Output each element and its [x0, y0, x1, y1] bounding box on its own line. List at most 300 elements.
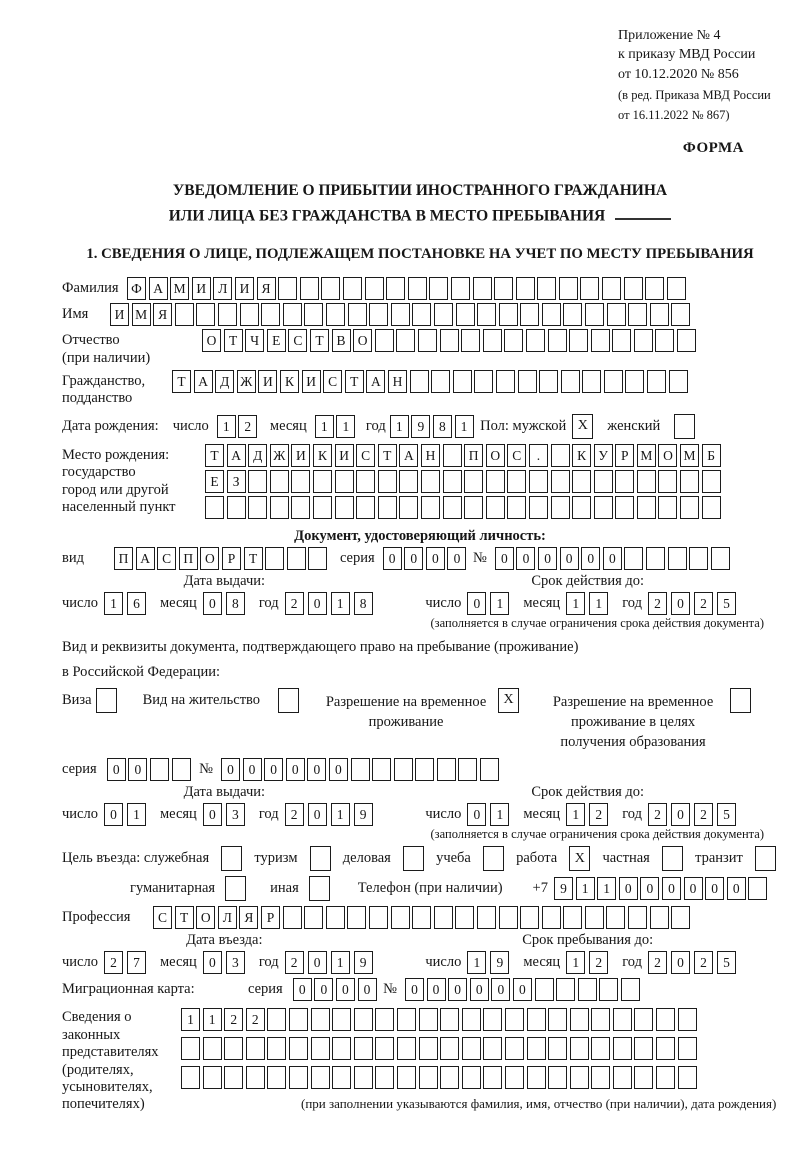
char-cell [646, 547, 665, 570]
citizenship-label [62, 370, 172, 408]
char-cell [625, 370, 644, 393]
char-cell: 0 [308, 951, 327, 974]
char-cell: Д [248, 444, 267, 467]
legal-label-line1: Сведения о [62, 1009, 132, 1026]
issue-date-label: Дата выдачи: [183, 784, 266, 801]
char-cell: 0 [128, 758, 147, 781]
char-cell [570, 1008, 589, 1031]
char-cell [267, 1037, 286, 1060]
char-cell [283, 906, 302, 929]
char-cell [240, 303, 259, 326]
char-cell [621, 978, 640, 1001]
char-cell: 1 [331, 803, 350, 826]
char-cell [455, 906, 474, 929]
char-cell: 1 [217, 415, 236, 438]
char-cell: А [366, 370, 385, 393]
name-row [62, 303, 778, 326]
char-cell: 0 [264, 758, 283, 781]
patronymic-cells [202, 329, 699, 352]
doc-issue-day-cells [104, 592, 150, 615]
char-cell [529, 470, 548, 493]
permit-series-cells [107, 758, 193, 781]
char-cell: 8 [433, 415, 452, 438]
stay-month-cells [566, 951, 612, 974]
char-cell: 5 [717, 951, 736, 974]
char-cell [248, 496, 267, 519]
char-cell [308, 547, 327, 570]
temp-residence-checkbox: X [498, 688, 519, 713]
doc-valid-line [425, 592, 750, 615]
char-cell: Р [222, 547, 241, 570]
char-cell [461, 329, 480, 352]
humanitarian-checkbox [225, 876, 246, 901]
profession-label: Профессия [62, 909, 131, 926]
legal-label-line6: попечителях) [62, 1096, 145, 1113]
permit-valid-line [425, 803, 750, 826]
char-cell [289, 1008, 308, 1031]
identity-doc-heading: Документ, удостоверяющий личность: [294, 527, 546, 544]
char-cell [291, 470, 310, 493]
char-cell: 8 [354, 592, 373, 615]
char-cell [658, 470, 677, 493]
char-cell [434, 906, 453, 929]
tourism-label: туризм [254, 850, 298, 867]
entry-date-label: Дата въезда: [186, 932, 263, 949]
char-cell [399, 496, 418, 519]
surname-cells [127, 277, 688, 300]
birth-year-cells [390, 415, 476, 438]
permit-valid-note: (заполняется в случае ограничения срока действия документа) [430, 827, 764, 842]
char-cell [278, 277, 297, 300]
char-cell: О [353, 329, 372, 352]
char-cell: 1 [127, 803, 146, 826]
char-cell: Д [215, 370, 234, 393]
char-cell: 6 [127, 592, 146, 615]
tourism-checkbox [310, 846, 331, 871]
char-cell [518, 370, 537, 393]
char-cell [304, 906, 323, 929]
char-cell [261, 303, 280, 326]
residence-permit-checkbox [278, 688, 299, 713]
stay-until-group [425, 932, 750, 974]
entry-dates [62, 932, 778, 974]
char-cell [594, 470, 613, 493]
char-cell [599, 978, 618, 1001]
char-cell [224, 1066, 243, 1089]
char-cell: 0 [538, 547, 557, 570]
char-cell [678, 1008, 697, 1031]
char-cell: И [192, 277, 211, 300]
char-cell [386, 277, 405, 300]
permit-type-row [62, 688, 778, 753]
char-cell: 0 [491, 978, 510, 1001]
char-cell [591, 1037, 610, 1060]
legal-cells-row1 [181, 1008, 776, 1031]
char-cell: 9 [354, 951, 373, 974]
char-cell: Н [388, 370, 407, 393]
char-cell [354, 1037, 373, 1060]
char-cell: 2 [694, 592, 713, 615]
char-cell [559, 277, 578, 300]
char-cell [332, 1066, 351, 1089]
birthplace-label [62, 444, 205, 517]
patronymic-label-line2: (при наличии) [62, 349, 151, 366]
char-cell [561, 370, 580, 393]
char-cell [365, 277, 384, 300]
char-cell: 1 [315, 415, 334, 438]
work-label: работа [516, 850, 558, 867]
humanitarian-label: гуманитарная [130, 880, 216, 897]
char-cell: А [149, 277, 168, 300]
char-cell [656, 1037, 675, 1060]
char-cell: 3 [226, 951, 245, 974]
char-cell [548, 1037, 567, 1060]
char-cell: З [227, 470, 246, 493]
char-cell [203, 1066, 222, 1089]
permit-issue-group [62, 784, 387, 826]
char-cell [440, 1037, 459, 1060]
char-cell [570, 1066, 589, 1089]
year-label: год [258, 806, 279, 823]
year-label: год [622, 594, 642, 611]
birth-day-cells [217, 415, 260, 438]
char-cell [634, 1008, 653, 1031]
doc-issue-year-cells [285, 592, 377, 615]
char-cell [399, 470, 418, 493]
legal-label-line5: усыновителях, [62, 1078, 153, 1095]
char-cell [473, 277, 492, 300]
appendix-line: Приложение № 4 [618, 28, 721, 43]
char-cell: 0 [516, 547, 535, 570]
day-label: число [172, 417, 209, 434]
char-cell [480, 758, 499, 781]
month-label: месяц [523, 954, 561, 971]
doc-valid-group [425, 573, 750, 615]
char-cell [634, 1066, 653, 1089]
char-cell: 1 [331, 951, 350, 974]
char-cell [569, 329, 588, 352]
char-cell: К [313, 444, 332, 467]
legal-cells [181, 1006, 776, 1112]
patronymic-row [62, 329, 778, 367]
char-cell: 2 [285, 592, 304, 615]
legal-representatives-label [62, 1006, 181, 1113]
sex-female-label: женский [607, 417, 661, 434]
char-cell: 0 [203, 592, 222, 615]
doc-series-label: серия [339, 549, 375, 566]
char-cell: 0 [560, 547, 579, 570]
birthplace-label-line4: населенный пункт [62, 498, 176, 515]
char-cell [637, 496, 656, 519]
legal-label-line4: (родителях, [62, 1061, 134, 1078]
permit-dates [62, 784, 778, 826]
char-cell: 1 [203, 1008, 222, 1031]
char-cell [612, 329, 631, 352]
char-cell [462, 1066, 481, 1089]
issue-date-label: Дата выдачи: [183, 572, 266, 589]
char-cell: 2 [285, 951, 304, 974]
char-cell: 0 [447, 547, 466, 570]
char-cell [548, 1066, 567, 1089]
char-cell: 0 [104, 803, 123, 826]
doc-valid-note: (заполняется в случае ограничения срока действия документа) [430, 615, 764, 630]
char-cell: Л [213, 277, 232, 300]
char-cell [443, 470, 462, 493]
char-cell [311, 1037, 330, 1060]
char-cell [607, 303, 626, 326]
char-cell: . [529, 444, 548, 467]
residence-doc-line1: Вид и реквизиты документа, подтверждающего право на пребывание (проживание) [62, 638, 579, 655]
char-cell [520, 303, 539, 326]
residence-permit-label: Вид на жительство [142, 691, 261, 708]
business-label: деловая [342, 850, 391, 867]
char-cell: 0 [329, 758, 348, 781]
char-cell: 0 [243, 758, 262, 781]
char-cell: Т [378, 444, 397, 467]
char-cell [375, 1066, 394, 1089]
study-label: учеба [436, 850, 471, 867]
char-cell [196, 303, 215, 326]
day-label: число [425, 806, 462, 823]
char-cell: 0 [495, 547, 514, 570]
char-cell [604, 370, 623, 393]
birthplace-row [62, 444, 778, 522]
char-cell [313, 496, 332, 519]
char-cell [453, 370, 472, 393]
char-cell [578, 978, 597, 1001]
char-cell [419, 1066, 438, 1089]
residence-doc-line2: в Российской Федерации: [62, 664, 221, 681]
legal-label-line3: представителях [62, 1044, 159, 1061]
char-cell [440, 1066, 459, 1089]
char-cell [397, 1037, 416, 1060]
char-cell [527, 1008, 546, 1031]
day-label: число [425, 954, 462, 971]
char-cell: А [399, 444, 418, 467]
char-cell: Л [218, 906, 237, 929]
birthplace-cells [205, 444, 723, 522]
year-label: год [365, 417, 386, 434]
char-cell [656, 1066, 675, 1089]
char-cell: 0 [383, 547, 402, 570]
char-cell: 0 [470, 978, 489, 1001]
char-cell: Т [172, 370, 191, 393]
transit-label: транзит [695, 850, 743, 867]
char-cell [369, 303, 388, 326]
char-cell [650, 906, 669, 929]
permit-issue-line [62, 803, 387, 826]
char-cell: С [157, 547, 176, 570]
migration-card-row [62, 978, 778, 1001]
stay-until-line [425, 951, 750, 974]
char-cell [678, 1037, 697, 1060]
male-checkbox: X [572, 414, 593, 439]
char-cell [613, 1008, 632, 1031]
char-cell: М [170, 277, 189, 300]
char-cell: 0 [448, 978, 467, 1001]
char-cell [671, 303, 690, 326]
char-cell [335, 496, 354, 519]
char-cell [287, 547, 306, 570]
citizenship-cells [172, 370, 690, 393]
char-cell [572, 470, 591, 493]
female-checkbox [674, 414, 695, 439]
char-cell [624, 277, 643, 300]
permit-number-cells [221, 758, 502, 781]
appendix-line: от 10.12.2020 № 856 [618, 66, 739, 82]
char-cell [624, 547, 643, 570]
char-cell: 0 [581, 547, 600, 570]
char-cell [656, 1008, 675, 1031]
char-cell [415, 758, 434, 781]
char-cell [150, 758, 169, 781]
char-cell [289, 1066, 308, 1089]
char-cell [507, 470, 526, 493]
char-cell [437, 758, 456, 781]
char-cell [520, 906, 539, 929]
char-cell: 9 [411, 415, 430, 438]
legal-cells-row2 [181, 1037, 776, 1060]
char-cell: 0 [404, 547, 423, 570]
char-cell: 2 [648, 951, 667, 974]
year-label: год [258, 954, 279, 971]
valid-until-label: Срок действия до: [531, 784, 645, 801]
char-cell: 5 [717, 803, 736, 826]
char-cell [419, 1008, 438, 1031]
char-cell: 0 [308, 592, 327, 615]
entry-date-group [62, 932, 387, 974]
char-cell [397, 1008, 416, 1031]
char-cell: П [464, 444, 483, 467]
char-cell: 1 [455, 415, 474, 438]
phone-label: Телефон (при наличии) [357, 880, 503, 897]
legal-representatives-row [62, 1006, 778, 1113]
char-cell [429, 277, 448, 300]
char-cell: 0 [286, 758, 305, 781]
char-cell: И [235, 277, 254, 300]
patronymic-label-line1: Отчество [62, 332, 120, 349]
char-cell [372, 758, 391, 781]
day-label: число [62, 954, 98, 971]
char-cell [551, 496, 570, 519]
birthplace-label-line1: Место рождения: [62, 446, 170, 463]
month-label: месяц [269, 417, 307, 434]
char-cell [412, 906, 431, 929]
char-cell: Р [615, 444, 634, 467]
char-cell [375, 1037, 394, 1060]
visa-checkbox [96, 688, 117, 713]
residence-doc-paragraph [62, 635, 778, 686]
char-cell [332, 1037, 351, 1060]
char-cell: 0 [671, 592, 690, 615]
char-cell [556, 978, 575, 1001]
doc-issue-group [62, 573, 387, 615]
month-label: месяц [523, 806, 561, 823]
char-cell: 9 [554, 877, 573, 900]
char-cell: И [110, 303, 129, 326]
char-cell [434, 303, 453, 326]
legal-label-line2: законных [62, 1026, 121, 1043]
char-cell [748, 877, 767, 900]
char-cell [313, 470, 332, 493]
char-cell: 2 [694, 803, 713, 826]
char-cell: 0 [603, 547, 622, 570]
char-cell: 8 [226, 592, 245, 615]
char-cell: 0 [293, 978, 312, 1001]
char-cell: С [153, 906, 172, 929]
phone-prefix-label: +7 [532, 880, 548, 897]
char-cell [283, 303, 302, 326]
permit-issue-day-cells [104, 803, 150, 826]
char-cell [496, 370, 515, 393]
name-cells [110, 303, 693, 326]
char-cell [628, 303, 647, 326]
entry-month-cells [203, 951, 249, 974]
char-cell: 0 [705, 877, 724, 900]
char-cell: О [202, 329, 221, 352]
char-cell [300, 277, 319, 300]
char-cell: 1 [589, 592, 608, 615]
char-cell [551, 444, 570, 467]
char-cell: 1 [181, 1008, 200, 1031]
char-cell: 2 [648, 803, 667, 826]
char-cell: С [507, 444, 526, 467]
birthplace-label-line3: город или другой [62, 481, 169, 498]
char-cell [348, 303, 367, 326]
char-cell [563, 906, 582, 929]
permit-valid-month-cells [566, 803, 612, 826]
char-cell: Ж [270, 444, 289, 467]
char-cell: 1 [490, 592, 509, 615]
char-cell: 1 [576, 877, 595, 900]
char-cell [326, 906, 345, 929]
char-cell: 1 [597, 877, 616, 900]
temp-residence-edu-label: Разрешение на временное проживание в целях получения образования [552, 693, 714, 751]
migration-number-cells [405, 978, 643, 1001]
year-label: год [622, 954, 642, 971]
char-cell [394, 758, 413, 781]
char-cell: 0 [662, 877, 681, 900]
char-cell: И [335, 444, 354, 467]
char-cell: Т [345, 370, 364, 393]
char-cell [270, 470, 289, 493]
char-cell [412, 303, 431, 326]
char-cell: С [323, 370, 342, 393]
purpose-official-label: Цель въезда: служебная [62, 850, 210, 867]
day-label: число [425, 594, 462, 611]
char-cell: 7 [127, 951, 146, 974]
day-label: число [62, 594, 98, 611]
stay-day-cells [467, 951, 513, 974]
char-cell: Ж [237, 370, 256, 393]
char-cell [311, 1008, 330, 1031]
citizenship-label-line1: Гражданство, [62, 373, 146, 389]
form-body [62, 277, 778, 1114]
char-cell: 0 [467, 592, 486, 615]
char-cell: С [356, 444, 375, 467]
char-cell [591, 1008, 610, 1031]
char-cell: 9 [490, 951, 509, 974]
char-cell [421, 496, 440, 519]
temp-residence-label: Разрешение на временное проживание [325, 693, 487, 730]
char-cell [637, 470, 656, 493]
char-cell: 1 [566, 803, 585, 826]
char-cell [378, 470, 397, 493]
char-cell: 0 [308, 803, 327, 826]
char-cell [615, 470, 634, 493]
char-cell [203, 1037, 222, 1060]
char-cell [535, 978, 554, 1001]
